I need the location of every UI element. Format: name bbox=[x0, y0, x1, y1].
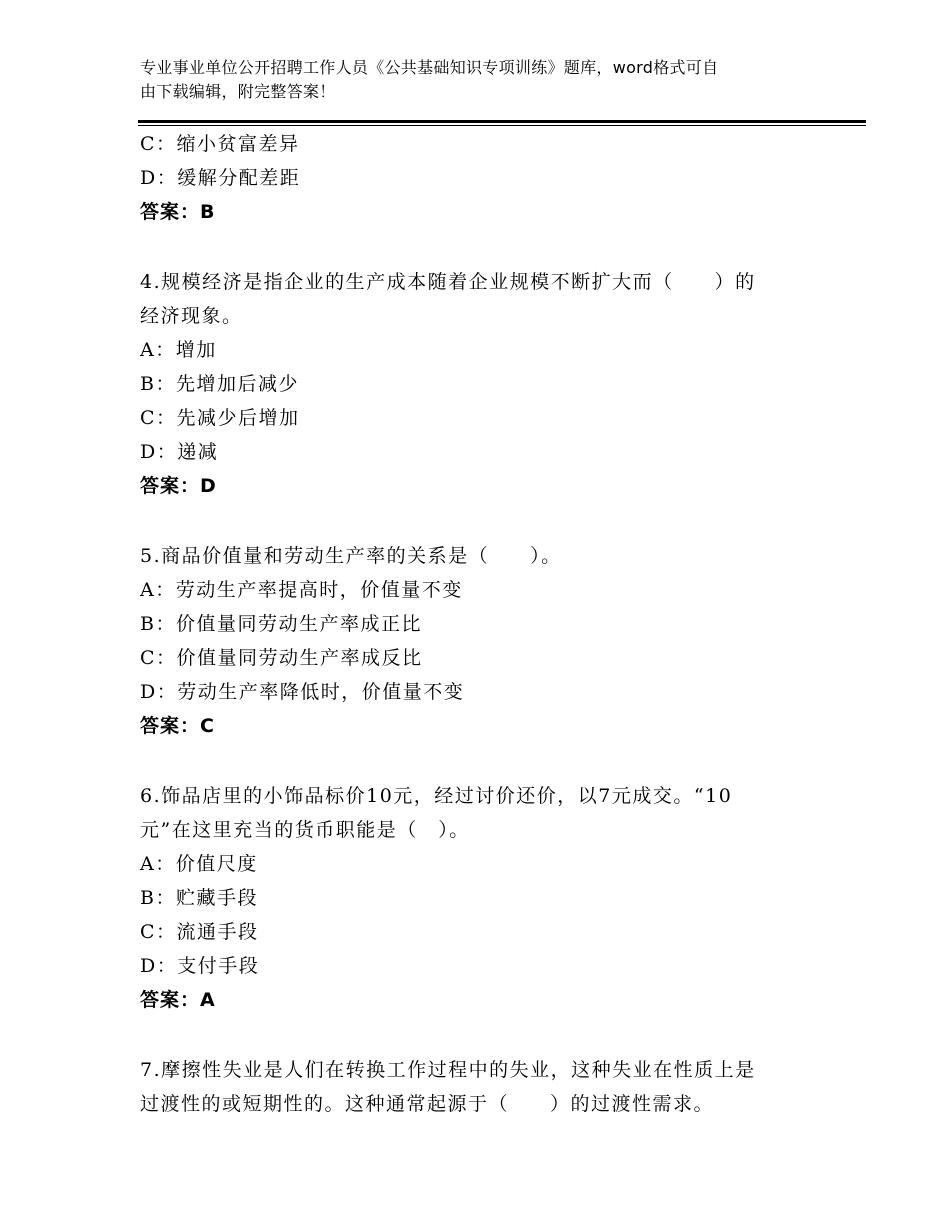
q7-stem-line-2: 过渡性的或短期性的。这种通常起源于（ ）的过渡性需求。 bbox=[140, 1093, 715, 1115]
q5-option-b: B：价值量同劳动生产率成正比 bbox=[140, 613, 422, 635]
q4-option-b: B：先增加后减少 bbox=[140, 373, 299, 395]
spacer bbox=[140, 229, 800, 265]
question-3-tail bbox=[140, 127, 800, 229]
q5-option-d: D：劳动生产率降低时，价值量不变 bbox=[140, 681, 465, 703]
header-line-2: 由下载编辑，附完整答案！ bbox=[140, 82, 336, 101]
q6-option-d: D：支付手段 bbox=[140, 955, 260, 977]
q6-answer: 答案：A bbox=[140, 989, 216, 1011]
spacer bbox=[140, 743, 800, 779]
question-5 bbox=[140, 539, 800, 743]
q5-option-a: A：劳动生产率提高时，价值量不变 bbox=[140, 579, 463, 601]
header-line-1: 专业事业单位公开招聘工作人员《公共基础知识专项训练》题库，word格式可自 bbox=[140, 58, 719, 77]
q3-option-c: C：缩小贫富差异 bbox=[140, 133, 300, 155]
header-rule-thick bbox=[138, 120, 866, 123]
q6-option-c: C：流通手段 bbox=[140, 921, 259, 943]
q4-option-c: C：先减少后增加 bbox=[140, 407, 300, 429]
q6-stem-line-1: 6.饰品店里的小饰品标价10元，经过讨价还价，以7元成交。“10 bbox=[140, 785, 733, 807]
q4-stem-line-1: 4.规模经济是指企业的生产成本随着企业规模不断扩大而（ ）的 bbox=[140, 271, 756, 293]
q6-option-b: B：贮藏手段 bbox=[140, 887, 258, 909]
question-4 bbox=[140, 265, 800, 503]
q4-option-d: D：递减 bbox=[140, 441, 219, 463]
q6-stem-line-2: 元”在这里充当的货币职能是（ ）。 bbox=[140, 819, 470, 841]
q6-option-a: A：价值尺度 bbox=[140, 853, 258, 875]
spacer bbox=[140, 503, 800, 539]
q5-answer: 答案：C bbox=[140, 715, 215, 737]
q3-option-d: D：缓解分配差距 bbox=[140, 167, 301, 189]
question-7 bbox=[140, 1053, 800, 1121]
header-rule-thin bbox=[138, 125, 866, 126]
q4-answer: 答案：D bbox=[140, 475, 217, 497]
q5-stem-line-1: 5.商品价值量和劳动生产率的关系是（ ）。 bbox=[140, 545, 562, 567]
question-6 bbox=[140, 779, 800, 1017]
question-content bbox=[140, 127, 800, 1121]
q4-option-a: A：增加 bbox=[140, 339, 217, 361]
q7-stem-line-1: 7.摩擦性失业是人们在转换工作过程中的失业，这种失业在性质上是 bbox=[140, 1059, 756, 1081]
q5-option-c: C：价值量同劳动生产率成反比 bbox=[140, 647, 423, 669]
spacer bbox=[140, 1017, 800, 1053]
q3-answer: 答案：B bbox=[140, 201, 216, 223]
document-header bbox=[140, 56, 810, 104]
q4-stem-line-2: 经济现象。 bbox=[140, 305, 243, 327]
